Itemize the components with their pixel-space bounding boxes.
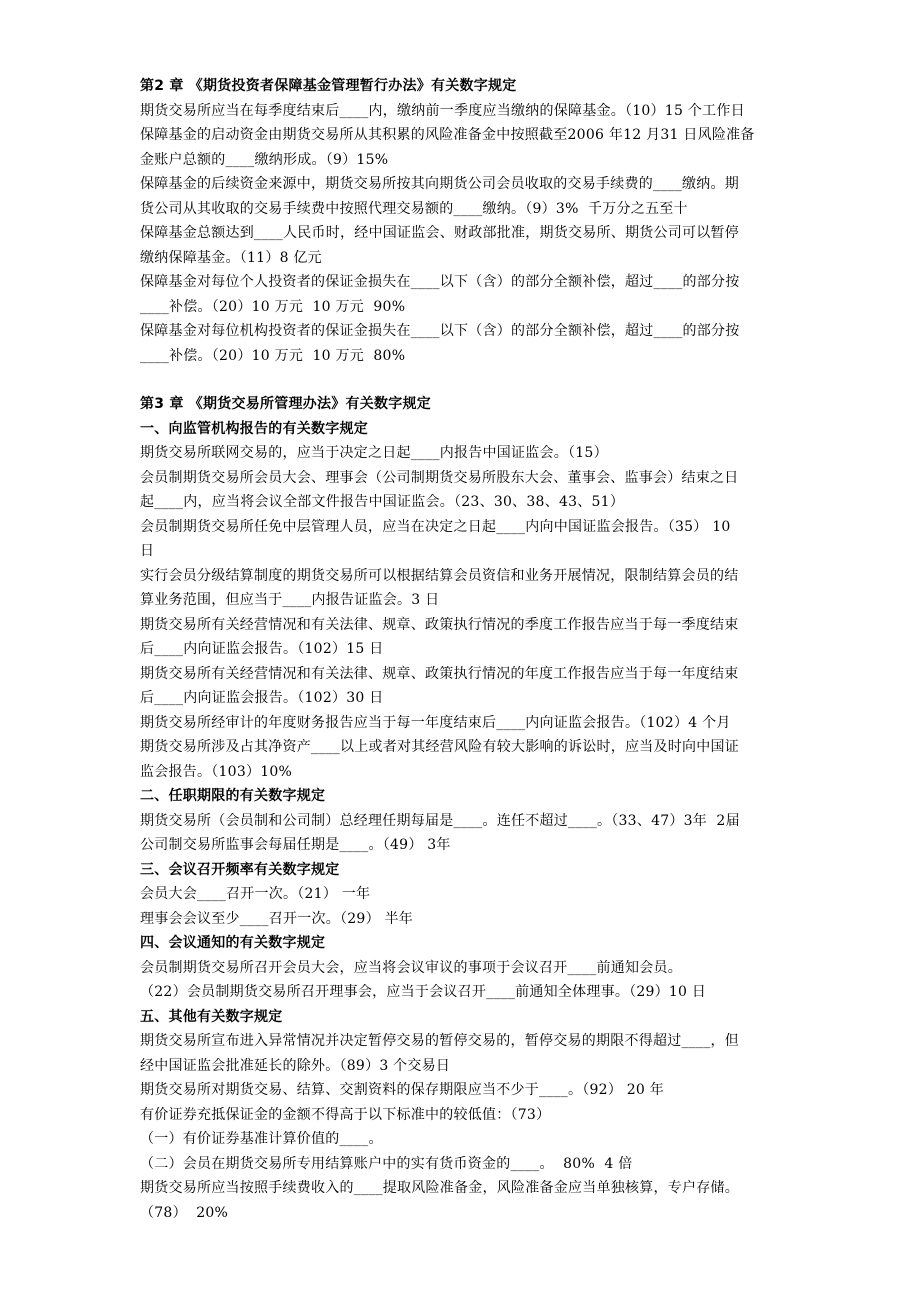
- text-line: 期货交易所宣布进入异常情况并决定暂停交易的暂停交易的，暂停交易的期限不得超过____，但: [140, 1033, 739, 1049]
- text-line: （一）有价证券基准计算价值的____。: [140, 1131, 383, 1147]
- text-line: 保障基金对每位机构投资者的保证金损失在____以下（含）的部分全额补偿，超过____的部分按: [140, 323, 740, 339]
- text-line: 缴纳保障基金。（11）8 亿元: [140, 249, 322, 266]
- text-line: 期货交易所有关经营情况和有关法律、规章、政策执行情况的季度工作报告应当于每一季度结束: [140, 616, 739, 633]
- text-line: 会员大会____召开一次。（21） 一年: [140, 886, 371, 902]
- text-line: 期货交易所经审计的年度财务报告应当于每一年度结束后____内向证监会报告。（102）4 个月: [140, 714, 731, 731]
- text-line: 期货交易所（会员制和公司制）总经理任期每届是____。连任不超过____。（33、47）3年 2届: [140, 812, 740, 829]
- text-line: 经中国证监会批准延长的除外。（89）3 个交易日: [140, 1057, 451, 1074]
- text-line: 金账户总额的____缴纳形成。（9）15%: [140, 151, 389, 168]
- text-line: 保障基金的后续资金来源中，期货交易所按其向期货公司会员收取的交易手续费的____缴纳。期: [140, 176, 739, 192]
- text-line: 期货交易所涉及占其净资产____以上或者对其经营风险有较大影响的诉讼时，应当及时向中国证: [140, 739, 739, 755]
- section-heading: 一、向监管机构报告的有关数字规定: [140, 420, 368, 437]
- text-line: 期货交易所应当在每季度结束后____内，缴纳前一季度应当缴纳的保障基金。（10）15 个工作日: [140, 102, 745, 119]
- text-line: 后____内向证监会报告。（102）30 日: [140, 690, 384, 706]
- text-line: 监会报告。（103）10%: [140, 763, 293, 780]
- chapter3-title: 第3 章 《期货交易所管理办法》有关数字规定: [140, 396, 431, 412]
- text-line: 货公司从其收取的交易手续费中按照代理交易额的____缴纳。（9）3% 千万分之五至十: [140, 200, 688, 217]
- text-line: 保障基金总额达到____人民币时，经中国证监会、财政部批准，期货交易所、期货公司可以暂停: [140, 225, 739, 241]
- text-line: 公司制交易所监事会每届任期是____。（49） 3年: [140, 837, 451, 853]
- text-line: 算业务范围，但应当于____内报告证监会。3 日: [140, 592, 440, 608]
- section-gap: [140, 368, 830, 392]
- text-line: 期货交易所对期货交易、结算、交割资料的保存期限应当不少于____。（92） 20 年: [140, 1082, 665, 1098]
- section-heading: 三、会议召开频率有关数字规定: [140, 861, 340, 878]
- text-line: 起____内，应当将会议全部文件报告中国证监会。（23、30、38、43、51）: [140, 494, 625, 510]
- chapter2-title: 第2 章 《期货投资者保障基金管理暂行办法》有关数字规定: [140, 78, 517, 94]
- section-heading: 五、其他有关数字规定: [140, 1008, 283, 1025]
- text-line: 日: [140, 543, 155, 559]
- text-line: ____补偿。（20）10 万元 10 万元 80%: [140, 347, 406, 364]
- text-line: ____补偿。（20）10 万元 10 万元 90%: [140, 298, 406, 315]
- text-line: 保障基金对每位个人投资者的保证金损失在____以下（含）的部分全额补偿，超过____的部分按: [140, 274, 740, 290]
- text-line: 有价证券充抵保证金的金额不得高于以下标准中的较低值：（73）: [140, 1106, 551, 1123]
- text-line: 实行会员分级结算制度的期货交易所可以根据结算会员资信和业务开展情况，限制结算会员的结: [140, 567, 739, 584]
- text-line: （22）会员制期货交易所召开理事会，应当于会议召开____前通知全体理事。（29）10 日: [140, 984, 707, 1000]
- chapter2-body: [140, 99, 830, 369]
- text-line: （78） 20%: [140, 1204, 229, 1221]
- text-line: 期货交易所联网交易的，应当于决定之日起____内报告中国证监会。（15）: [140, 445, 608, 461]
- section-heading: 四、会议通知的有关数字规定: [140, 935, 326, 951]
- text-line: 后____内向证监会报告。（102）15 日: [140, 641, 384, 657]
- text-line: 期货交易所应当按照手续费收入的____提取风险准备金，风险准备金应当单独核算，专户存储。: [140, 1180, 739, 1196]
- text-line: 会员制期货交易所召开会员大会，应当将会议审议的事项于会议召开____前通知会员。: [140, 959, 682, 976]
- text-line: 会员制期货交易所任免中层管理人员，应当在决定之日起____内向中国证监会报告。（35） 10: [140, 518, 731, 535]
- text-line: 理事会会议至少____召开一次。（29） 半年: [140, 910, 414, 927]
- section-heading: 二、任职期限的有关数字规定: [140, 788, 326, 804]
- document-page: [140, 74, 830, 1225]
- text-line: 期货交易所有关经营情况和有关法律、规章、政策执行情况的年度工作报告应当于每一年度结束: [140, 665, 739, 682]
- text-line: 会员制期货交易所会员大会、理事会（公司制期货交易所股东大会、董事会、监事会）结束之日: [140, 469, 739, 486]
- text-line: 保障基金的启动资金由期货交易所从其积累的风险准备金中按照截至2006 年12 月31 日风险准备: [140, 127, 755, 143]
- text-line: （二）会员在期货交易所专用结算账户中的实有货币资金的____。 80% 4 倍: [140, 1155, 633, 1172]
